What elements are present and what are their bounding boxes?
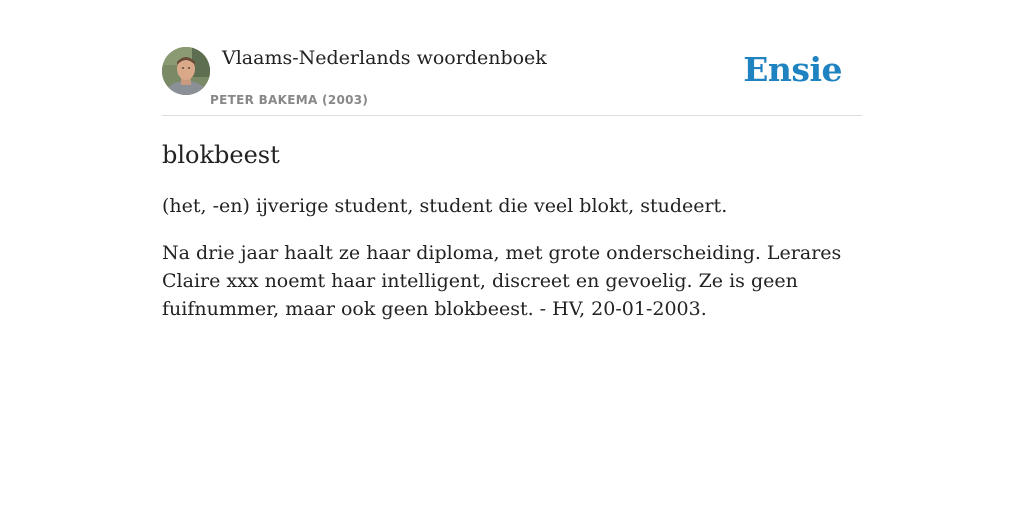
author-name[interactable]: PETER BAKEMA (2003) <box>210 93 369 107</box>
entry-header <box>162 46 862 116</box>
headword: blokbeest <box>162 141 280 169</box>
author-avatar[interactable] <box>162 47 210 95</box>
avatar-photo-icon <box>162 47 210 95</box>
definition-text: (het, -en) ijverige student, student die veel blokt, studeert. <box>162 195 728 217</box>
example-text: Na drie jaar haalt ze haar diploma, met grote onderscheiding. Lerares Claire xxx noemt haar intelligent, discreet en gevoelig. Ze is geen fuifnummer, maar ook geen blokbeest. - HV, 20-01-2003. <box>162 242 842 320</box>
dictionary-title[interactable]: Vlaams-Nederlands woordenboek <box>222 47 547 69</box>
brand-logo[interactable]: Ensie <box>743 50 842 89</box>
entry-container <box>162 46 862 323</box>
